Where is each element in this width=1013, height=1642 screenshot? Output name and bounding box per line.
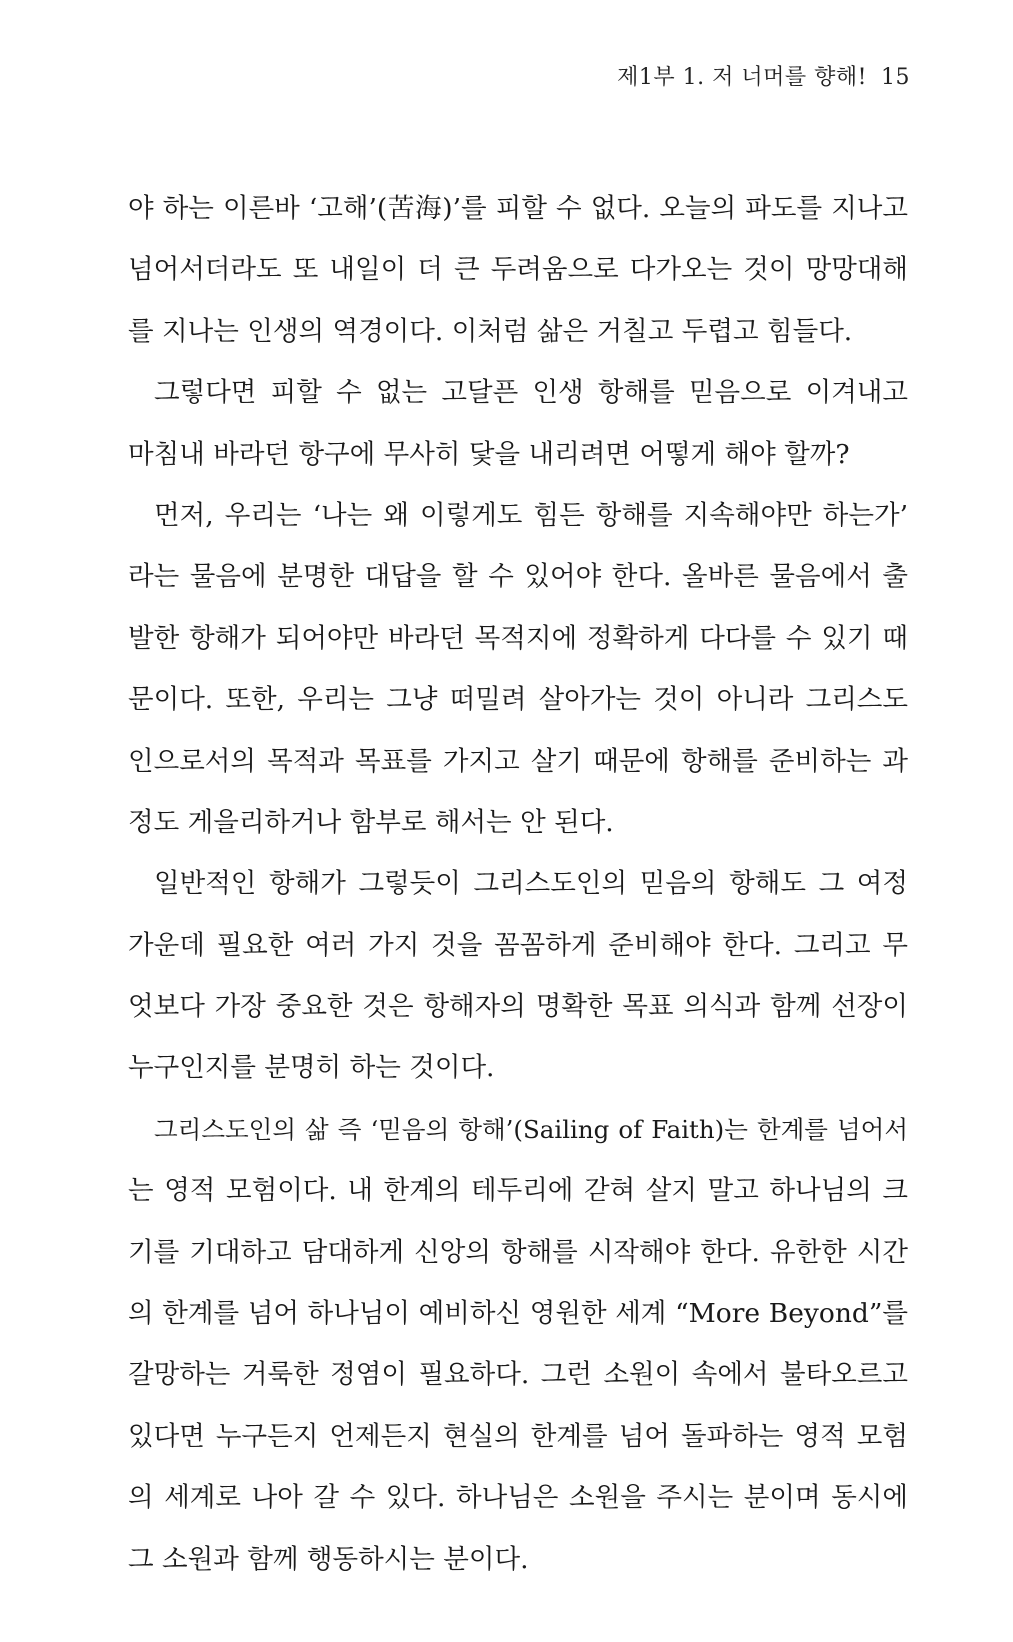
text-line: 있다면 누구든지 언제든지 현실의 한계를 넘어 돌파하는 영적 모험 — [128, 1420, 908, 1452]
text-line: 마침내 바라던 항구에 무사히 닻을 내리려면 어떻게 해야 할까? — [128, 438, 850, 470]
text-line: 는 영적 모험이다. 내 한계의 테두리에 갇혀 살지 말고 하나님의 크 — [128, 1175, 908, 1207]
text-line: 라는 물음에 분명한 대답을 할 수 있어야 한다. 올바른 물음에서 출 — [128, 561, 908, 593]
running-title: 제1부 1. 저 너머를 향해! — [617, 65, 867, 90]
text-line: 엇보다 가장 중요한 것은 항해자의 명확한 목표 의식과 함께 선장이 — [128, 991, 908, 1023]
text-line: 넘어서더라도 또 내일이 더 큰 두려움으로 다가오는 것이 망망대해 — [128, 254, 908, 286]
text-line: 그리스도인의 삶 즉 ‘믿음의 항해’(Sailing of Faith)는 한계를 넘어서 — [154, 1114, 908, 1144]
text-line: 가운데 필요한 여러 가지 것을 꼼꼼하게 준비해야 한다. 그리고 무 — [128, 929, 908, 961]
text-line: 그렇다면 피할 수 없는 고달픈 인생 항해를 믿음으로 이겨내고 — [154, 377, 908, 409]
text-line: 인으로서의 목적과 목표를 가지고 살기 때문에 항해를 준비하는 과 — [128, 745, 908, 777]
running-header — [617, 60, 910, 91]
text-line: 먼저, 우리는 ‘나는 왜 이렇게도 힘든 항해를 지속해야만 하는가’ — [154, 499, 908, 531]
text-line: 그 소원과 함께 행동하시는 분이다. — [128, 1543, 529, 1575]
text-line: 문이다. 또한, 우리는 그냥 떠밀려 살아가는 것이 아니라 그리스도 — [128, 684, 908, 716]
body-text — [128, 178, 908, 1590]
text-line: 정도 게을리하거나 함부로 해서는 안 된다. — [128, 806, 614, 838]
text-line: 발한 항해가 되어야만 바라던 목적지에 정확하게 다다를 수 있기 때 — [128, 622, 908, 654]
text-line: 의 세계로 나아 갈 수 있다. 하나님은 소원을 주시는 분이며 동시에 — [128, 1482, 908, 1514]
text-line: 갈망하는 거룩한 정염이 필요하다. 그런 소원이 속에서 불타오르고 — [128, 1359, 908, 1391]
text-line: 누구인지를 분명히 하는 것이다. — [128, 1052, 495, 1084]
text-line: 를 지나는 인생의 역경이다. 이처럼 삶은 거칠고 두렵고 힘들다. — [128, 315, 853, 347]
text-line: 기를 기대하고 담대하게 신앙의 항해를 시작해야 한다. 유한한 시간 — [128, 1236, 908, 1268]
page-number: 15 — [881, 65, 910, 90]
text-line: 의 한계를 넘어 하나님이 예비하신 영원한 세계 “More Beyond”를 — [128, 1298, 908, 1330]
text-line: 일반적인 항해가 그렇듯이 그리스도인의 믿음의 항해도 그 여정 — [154, 868, 908, 900]
text-line: 야 하는 이른바 ‘고해’(苦海)’를 피할 수 없다. 오늘의 파도를 지나고 — [128, 193, 908, 224]
